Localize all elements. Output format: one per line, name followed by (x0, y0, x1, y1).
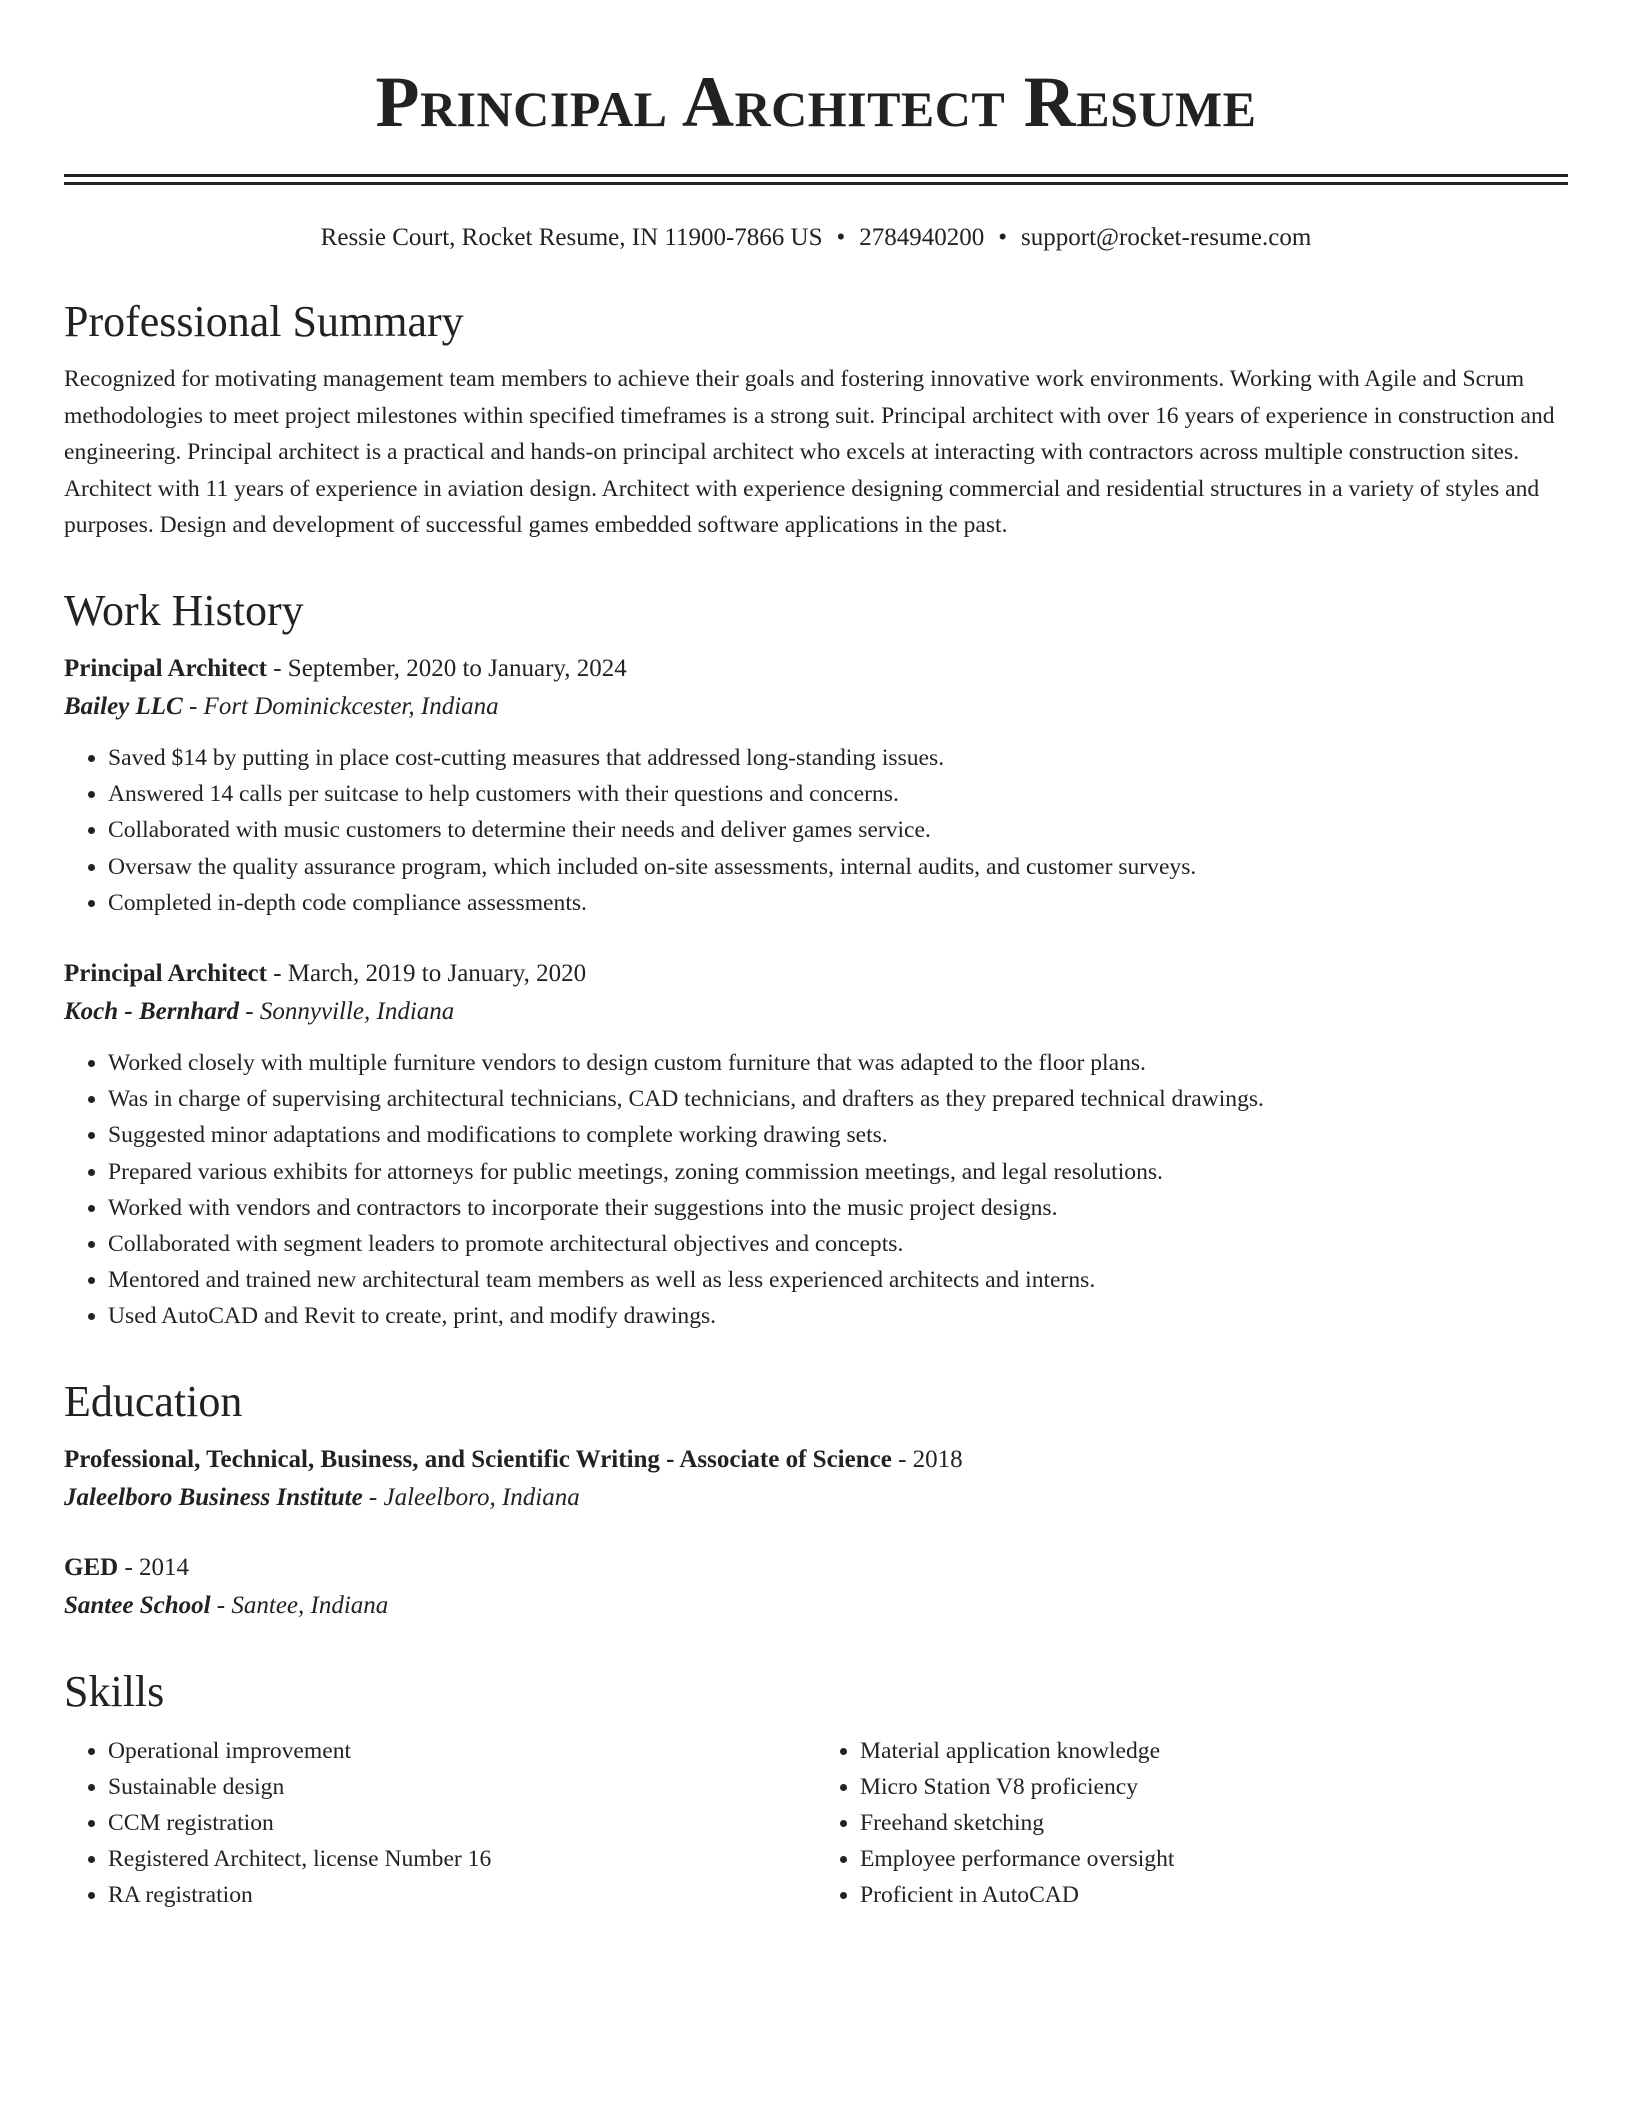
skill-item: • Registered Architect, license Number 16 (108, 1841, 816, 1877)
education-degree: GED (64, 1553, 119, 1581)
job-bullet: • Was in charge of supervising architectural technicians, CAD technicians, and drafters as they prepared technical drawings. (108, 1081, 1568, 1117)
job-entry (64, 650, 1568, 921)
education-year: - 2014 (118, 1553, 190, 1581)
skill-item: • Operational improvement (108, 1733, 816, 1769)
job-position: Principal Architect (64, 959, 267, 987)
job-title-line (64, 955, 1568, 993)
education-location: - Jaleelboro, Indiana (362, 1483, 580, 1511)
skill-item: • Employee performance oversight (860, 1841, 1568, 1877)
job-position: Principal Architect (64, 654, 267, 682)
job-dates: - September, 2020 to January, 2024 (266, 654, 627, 682)
contact-separator: • (998, 224, 1008, 251)
education-school-line (64, 1479, 1568, 1517)
education-degree: Professional, Technical, Business, and Scientific Writing - Associate of Science (64, 1445, 892, 1473)
job-company-line (64, 993, 1568, 1031)
education-year: - 2018 (891, 1445, 963, 1473)
job-entry (64, 955, 1568, 1335)
summary-heading: Professional Summary (64, 297, 464, 346)
job-bullet: • Worked closely with multiple furniture vendors to design custom furniture that was adapted to the floor plans. (108, 1045, 1568, 1081)
education-entry (64, 1441, 1568, 1517)
education-entry (64, 1549, 1568, 1625)
job-bullet: • Oversaw the quality assurance program, which included on-site assessments, internal audits, and customer surveys. (108, 849, 1568, 885)
skill-item: • Freehand sketching (860, 1805, 1568, 1841)
contact-email[interactable]: support@rocket-resume.com (1021, 224, 1312, 251)
job-bullet: • Prepared various exhibits for attorneys for public meetings, zoning commission meetings, and legal resolutions. (108, 1154, 1568, 1190)
job-bullet: • Answered 14 calls per suitcase to help customers with their questions and concerns. (108, 776, 1568, 812)
job-bullet: • Worked with vendors and contractors to incorporate their suggestions into the music project designs. (108, 1190, 1568, 1226)
skills-heading: Skills (64, 1666, 165, 1716)
job-bullet: • Used AutoCAD and Revit to create, print, and modify drawings. (108, 1298, 1568, 1334)
job-location: - Fort Dominickcester, Indiana (182, 692, 499, 720)
contact-phone: 2784940200 (859, 224, 985, 251)
job-bullet: • Collaborated with segment leaders to promote architectural objectives and concepts. (108, 1226, 1568, 1262)
work-history-heading: Work History (64, 585, 304, 635)
job-bullets (64, 740, 1568, 921)
title-rule-top (64, 174, 1568, 177)
skills-column-right (816, 1733, 1568, 1914)
contact-separator: • (836, 224, 846, 251)
skill-item: • Proficient in AutoCAD (860, 1877, 1568, 1913)
skill-item: • Sustainable design (108, 1769, 816, 1805)
skill-item: • RA registration (108, 1877, 816, 1913)
skill-item: • Micro Station V8 proficiency (860, 1769, 1568, 1805)
skills-columns (64, 1733, 1568, 1914)
education-heading: Education (64, 1376, 243, 1426)
job-company-line (64, 688, 1568, 726)
job-bullet: • Mentored and trained new architectural team members as well as less experienced architects and interns. (108, 1262, 1568, 1298)
job-bullet: • Saved $14 by putting in place cost-cutting measures that addressed long-standing issues. (108, 740, 1568, 776)
education-school-line (64, 1587, 1568, 1625)
contact-address: Ressie Court, Rocket Resume, IN 11900-7866 US (320, 224, 823, 251)
job-title-line (64, 650, 1568, 688)
title-rule-bottom (64, 182, 1568, 185)
skill-item: • CCM registration (108, 1805, 816, 1841)
skill-item: • Material application knowledge (860, 1733, 1568, 1769)
job-bullet: • Suggested minor adaptations and modifications to complete working drawing sets. (108, 1117, 1568, 1153)
job-bullet: • Completed in-depth code compliance assessments. (108, 885, 1568, 921)
job-bullets (64, 1045, 1568, 1335)
education-degree-line (64, 1549, 1568, 1587)
education-location: - Santee, Indiana (210, 1591, 389, 1619)
contact-line (64, 221, 1568, 255)
skills-column-left (64, 1733, 816, 1914)
summary-text: Recognized for motivating management team members to achieve their goals and fostering innovative work environments. Working with Agile and Scrum methodologies to meet project milestones within specified timeframes is a strong suit. Principal architect with over 16 years of experience in construction and engineering. Principal architect is a practical and hands-on principal architect who excels at interacting with contractors across multiple construction sites. Architect with 11 years of experience in aviation design. Architect with experience designing commercial and residential structures in a variety of styles and purposes. Design and development of successful games embedded software applications in the past. (64, 366, 1555, 539)
job-bullet: • Collaborated with music customers to determine their needs and deliver games service. (108, 812, 1568, 848)
education-school: Jaleelboro Business Institute (64, 1483, 363, 1511)
job-company: Bailey LLC (64, 692, 183, 720)
resume-title: Principal Architect Resume (375, 62, 1257, 142)
job-company: Koch - Bernhard (64, 997, 240, 1025)
job-dates: - March, 2019 to January, 2020 (266, 959, 587, 987)
education-degree-line (64, 1441, 1568, 1479)
job-location: - Sonnyville, Indiana (239, 997, 455, 1025)
education-school: Santee School (64, 1591, 211, 1619)
